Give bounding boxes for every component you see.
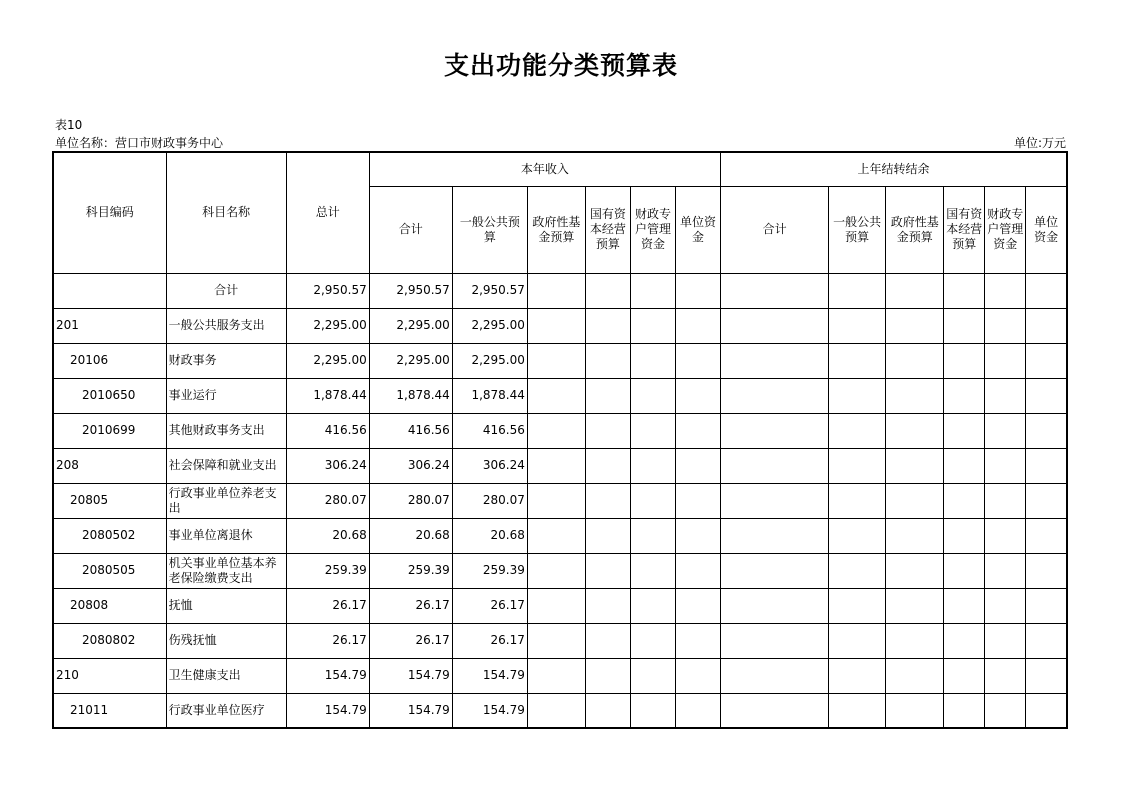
table-row bbox=[53, 308, 1067, 343]
row-empty-cell bbox=[675, 553, 720, 588]
row-empty-cell bbox=[630, 483, 675, 518]
row-name: 一般公共服务支出 bbox=[166, 308, 286, 343]
row-code: 201 bbox=[53, 308, 166, 343]
table-row bbox=[53, 693, 1067, 728]
row-total: 259.39 bbox=[286, 553, 369, 588]
table-row bbox=[53, 658, 1067, 693]
row-empty-cell bbox=[886, 623, 944, 658]
row-empty-cell bbox=[886, 413, 944, 448]
row-empty-cell bbox=[721, 623, 829, 658]
row-cur-general: 259.39 bbox=[452, 553, 527, 588]
row-empty-cell bbox=[675, 448, 720, 483]
row-name: 伤残抚恤 bbox=[166, 623, 286, 658]
row-empty-cell bbox=[630, 518, 675, 553]
row-total: 2,295.00 bbox=[286, 343, 369, 378]
row-cur-sum: 416.56 bbox=[369, 413, 452, 448]
row-empty-cell bbox=[675, 658, 720, 693]
header-prior-fund: 政府性基金预算 bbox=[886, 186, 944, 273]
row-empty-cell bbox=[527, 378, 585, 413]
table-row bbox=[53, 518, 1067, 553]
row-empty-cell bbox=[721, 588, 829, 623]
row-empty-cell bbox=[675, 588, 720, 623]
row-empty-cell bbox=[886, 588, 944, 623]
row-empty-cell bbox=[1026, 413, 1067, 448]
row-empty-cell bbox=[944, 448, 985, 483]
row-empty-cell bbox=[527, 413, 585, 448]
row-empty-cell bbox=[675, 483, 720, 518]
row-empty-cell bbox=[721, 483, 829, 518]
row-code: 208 bbox=[53, 448, 166, 483]
row-empty-cell bbox=[829, 343, 886, 378]
row-empty-cell bbox=[985, 518, 1026, 553]
row-total: 306.24 bbox=[286, 448, 369, 483]
row-empty-cell bbox=[527, 308, 585, 343]
row-empty-cell bbox=[1026, 378, 1067, 413]
row-empty-cell bbox=[721, 343, 829, 378]
row-empty-cell bbox=[1026, 553, 1067, 588]
row-empty-cell bbox=[886, 308, 944, 343]
row-empty-cell bbox=[985, 273, 1026, 308]
row-code: 20805 bbox=[53, 483, 166, 518]
row-name: 事业运行 bbox=[166, 378, 286, 413]
row-empty-cell bbox=[527, 588, 585, 623]
row-empty-cell bbox=[886, 343, 944, 378]
row-total: 1,878.44 bbox=[286, 378, 369, 413]
row-code: 20808 bbox=[53, 588, 166, 623]
row-empty-cell bbox=[829, 273, 886, 308]
row-empty-cell bbox=[944, 553, 985, 588]
row-cur-sum: 259.39 bbox=[369, 553, 452, 588]
row-empty-cell bbox=[721, 553, 829, 588]
row-name: 其他财政事务支出 bbox=[166, 413, 286, 448]
row-empty-cell bbox=[829, 553, 886, 588]
row-name: 卫生健康支出 bbox=[166, 658, 286, 693]
row-empty-cell bbox=[829, 658, 886, 693]
header-prior-special-account: 财政专户管理资金 bbox=[985, 186, 1026, 273]
row-cur-sum: 154.79 bbox=[369, 658, 452, 693]
row-empty-cell bbox=[630, 553, 675, 588]
row-empty-cell bbox=[585, 413, 630, 448]
header-total: 总计 bbox=[286, 152, 369, 273]
row-empty-cell bbox=[829, 623, 886, 658]
table-number: 表10 bbox=[55, 118, 83, 132]
page-title: 支出功能分类预算表 bbox=[443, 51, 678, 80]
row-empty-cell bbox=[1026, 588, 1067, 623]
header-prior-sum: 合计 bbox=[721, 186, 829, 273]
row-cur-general: 2,295.00 bbox=[452, 308, 527, 343]
row-empty-cell bbox=[527, 518, 585, 553]
row-empty-cell bbox=[1026, 273, 1067, 308]
row-empty-cell bbox=[721, 693, 829, 728]
row-empty-cell bbox=[829, 518, 886, 553]
row-empty-cell bbox=[944, 623, 985, 658]
row-empty-cell bbox=[721, 448, 829, 483]
row-code: 2080502 bbox=[53, 518, 166, 553]
row-empty-cell bbox=[630, 623, 675, 658]
table-row bbox=[53, 623, 1067, 658]
table-row bbox=[53, 343, 1067, 378]
row-empty-cell bbox=[630, 448, 675, 483]
row-empty-cell bbox=[829, 588, 886, 623]
row-name: 行政事业单位养老支出 bbox=[166, 483, 286, 518]
row-empty-cell bbox=[886, 693, 944, 728]
row-empty-cell bbox=[630, 308, 675, 343]
row-empty-cell bbox=[585, 553, 630, 588]
row-cur-sum: 26.17 bbox=[369, 623, 452, 658]
row-empty-cell bbox=[944, 518, 985, 553]
row-empty-cell bbox=[829, 448, 886, 483]
header-name: 科目名称 bbox=[166, 152, 286, 273]
row-empty-cell bbox=[527, 343, 585, 378]
table-row bbox=[53, 553, 1067, 588]
row-empty-cell bbox=[1026, 343, 1067, 378]
row-name: 社会保障和就业支出 bbox=[166, 448, 286, 483]
row-cur-sum: 2,295.00 bbox=[369, 308, 452, 343]
row-cur-sum: 1,878.44 bbox=[369, 378, 452, 413]
row-empty-cell bbox=[630, 413, 675, 448]
row-empty-cell bbox=[721, 378, 829, 413]
row-cur-general: 154.79 bbox=[452, 693, 527, 728]
unit-label: 单位:万元 bbox=[1013, 136, 1066, 150]
row-empty-cell bbox=[944, 343, 985, 378]
row-empty-cell bbox=[630, 378, 675, 413]
row-cur-sum: 20.68 bbox=[369, 518, 452, 553]
row-empty-cell bbox=[527, 483, 585, 518]
row-empty-cell bbox=[585, 518, 630, 553]
row-empty-cell bbox=[944, 658, 985, 693]
row-empty-cell bbox=[829, 378, 886, 413]
table-row bbox=[53, 588, 1067, 623]
row-cur-general: 2,950.57 bbox=[452, 273, 527, 308]
row-empty-cell bbox=[675, 378, 720, 413]
unit-name: 单位名称：营口市财政事务中心 bbox=[55, 136, 224, 150]
row-cur-sum: 2,950.57 bbox=[369, 273, 452, 308]
row-cur-general: 280.07 bbox=[452, 483, 527, 518]
row-empty-cell bbox=[944, 693, 985, 728]
row-empty-cell bbox=[675, 518, 720, 553]
row-empty-cell bbox=[985, 553, 1026, 588]
row-empty-cell bbox=[585, 378, 630, 413]
row-empty-cell bbox=[585, 623, 630, 658]
row-total: 154.79 bbox=[286, 658, 369, 693]
row-empty-cell bbox=[886, 378, 944, 413]
row-name: 事业单位离退休 bbox=[166, 518, 286, 553]
header-cur-state-capital: 国有资本经营预算 bbox=[585, 186, 630, 273]
row-empty-cell bbox=[585, 308, 630, 343]
row-empty-cell bbox=[829, 308, 886, 343]
row-code bbox=[53, 273, 166, 308]
header-cur-general: 一般公共预算 bbox=[452, 186, 527, 273]
header-cur-special-account: 财政专户管理资金 bbox=[630, 186, 675, 273]
row-empty-cell bbox=[829, 693, 886, 728]
row-empty-cell bbox=[886, 658, 944, 693]
row-empty-cell bbox=[527, 693, 585, 728]
row-empty-cell bbox=[985, 448, 1026, 483]
header-prior-general: 一般公共预算 bbox=[829, 186, 886, 273]
row-code: 210 bbox=[53, 658, 166, 693]
row-empty-cell bbox=[944, 483, 985, 518]
header-current-year: 本年收入 bbox=[369, 152, 720, 186]
row-name: 抚恤 bbox=[166, 588, 286, 623]
row-empty-cell bbox=[675, 273, 720, 308]
header-prior-state-capital: 国有资本经营预算 bbox=[944, 186, 985, 273]
table-row bbox=[53, 378, 1067, 413]
row-cur-sum: 154.79 bbox=[369, 693, 452, 728]
row-empty-cell bbox=[1026, 483, 1067, 518]
row-total: 154.79 bbox=[286, 693, 369, 728]
row-empty-cell bbox=[721, 273, 829, 308]
row-empty-cell bbox=[1026, 448, 1067, 483]
row-code: 20106 bbox=[53, 343, 166, 378]
row-empty-cell bbox=[944, 308, 985, 343]
budget-table bbox=[52, 151, 1068, 729]
row-empty-cell bbox=[721, 308, 829, 343]
row-empty-cell bbox=[675, 623, 720, 658]
row-empty-cell bbox=[585, 448, 630, 483]
row-name: 机关事业单位基本养老保险缴费支出 bbox=[166, 553, 286, 588]
row-total: 26.17 bbox=[286, 588, 369, 623]
row-cur-general: 26.17 bbox=[452, 623, 527, 658]
header-prior-unit-funds: 单位资金 bbox=[1026, 186, 1067, 273]
row-total: 2,950.57 bbox=[286, 273, 369, 308]
row-code: 21011 bbox=[53, 693, 166, 728]
row-code: 2010699 bbox=[53, 413, 166, 448]
row-empty-cell bbox=[630, 693, 675, 728]
row-empty-cell bbox=[675, 693, 720, 728]
table-row bbox=[53, 448, 1067, 483]
row-empty-cell bbox=[585, 588, 630, 623]
row-empty-cell bbox=[630, 343, 675, 378]
row-empty-cell bbox=[886, 483, 944, 518]
row-empty-cell bbox=[985, 693, 1026, 728]
row-total: 20.68 bbox=[286, 518, 369, 553]
row-cur-general: 306.24 bbox=[452, 448, 527, 483]
row-empty-cell bbox=[985, 413, 1026, 448]
row-empty-cell bbox=[585, 658, 630, 693]
header-code: 科目编码 bbox=[53, 152, 166, 273]
row-code: 2080802 bbox=[53, 623, 166, 658]
row-empty-cell bbox=[1026, 518, 1067, 553]
row-cur-general: 20.68 bbox=[452, 518, 527, 553]
row-empty-cell bbox=[585, 693, 630, 728]
row-code: 2080505 bbox=[53, 553, 166, 588]
row-empty-cell bbox=[985, 343, 1026, 378]
row-empty-cell bbox=[675, 308, 720, 343]
row-empty-cell bbox=[985, 378, 1026, 413]
row-empty-cell bbox=[1026, 308, 1067, 343]
row-empty-cell bbox=[630, 273, 675, 308]
row-empty-cell bbox=[527, 553, 585, 588]
row-empty-cell bbox=[985, 483, 1026, 518]
row-empty-cell bbox=[585, 273, 630, 308]
row-empty-cell bbox=[886, 553, 944, 588]
row-empty-cell bbox=[721, 413, 829, 448]
row-empty-cell bbox=[829, 483, 886, 518]
row-cur-general: 1,878.44 bbox=[452, 378, 527, 413]
row-total: 2,295.00 bbox=[286, 308, 369, 343]
row-empty-cell bbox=[985, 588, 1026, 623]
row-empty-cell bbox=[721, 658, 829, 693]
row-empty-cell bbox=[886, 518, 944, 553]
row-name: 财政事务 bbox=[166, 343, 286, 378]
row-cur-sum: 306.24 bbox=[369, 448, 452, 483]
header-cur-sum: 合计 bbox=[369, 186, 452, 273]
row-empty-cell bbox=[1026, 623, 1067, 658]
row-empty-cell bbox=[1026, 658, 1067, 693]
row-empty-cell bbox=[886, 448, 944, 483]
row-empty-cell bbox=[630, 658, 675, 693]
row-empty-cell bbox=[886, 273, 944, 308]
row-cur-general: 154.79 bbox=[452, 658, 527, 693]
header-prior-year: 上年结转结余 bbox=[721, 152, 1067, 186]
row-empty-cell bbox=[944, 273, 985, 308]
row-empty-cell bbox=[527, 448, 585, 483]
row-empty-cell bbox=[675, 343, 720, 378]
row-empty-cell bbox=[630, 588, 675, 623]
row-cur-general: 2,295.00 bbox=[452, 343, 527, 378]
row-cur-general: 416.56 bbox=[452, 413, 527, 448]
row-empty-cell bbox=[721, 518, 829, 553]
table-row bbox=[53, 483, 1067, 518]
row-empty-cell bbox=[944, 413, 985, 448]
header-cur-fund: 政府性基金预算 bbox=[527, 186, 585, 273]
row-name: 合计 bbox=[166, 273, 286, 308]
row-empty-cell bbox=[675, 413, 720, 448]
row-empty-cell bbox=[944, 378, 985, 413]
row-empty-cell bbox=[527, 273, 585, 308]
row-empty-cell bbox=[985, 623, 1026, 658]
table-row bbox=[53, 273, 1067, 308]
row-cur-sum: 2,295.00 bbox=[369, 343, 452, 378]
table-row bbox=[53, 413, 1067, 448]
row-code: 2010650 bbox=[53, 378, 166, 413]
row-cur-sum: 26.17 bbox=[369, 588, 452, 623]
header-cur-unit-funds: 单位资金 bbox=[675, 186, 720, 273]
row-total: 416.56 bbox=[286, 413, 369, 448]
row-empty-cell bbox=[527, 623, 585, 658]
row-cur-general: 26.17 bbox=[452, 588, 527, 623]
row-empty-cell bbox=[944, 588, 985, 623]
row-cur-sum: 280.07 bbox=[369, 483, 452, 518]
row-empty-cell bbox=[585, 343, 630, 378]
row-empty-cell bbox=[829, 413, 886, 448]
row-name: 行政事业单位医疗 bbox=[166, 693, 286, 728]
row-total: 26.17 bbox=[286, 623, 369, 658]
row-empty-cell bbox=[985, 658, 1026, 693]
row-total: 280.07 bbox=[286, 483, 369, 518]
row-empty-cell bbox=[985, 308, 1026, 343]
row-empty-cell bbox=[585, 483, 630, 518]
row-empty-cell bbox=[1026, 693, 1067, 728]
row-empty-cell bbox=[527, 658, 585, 693]
